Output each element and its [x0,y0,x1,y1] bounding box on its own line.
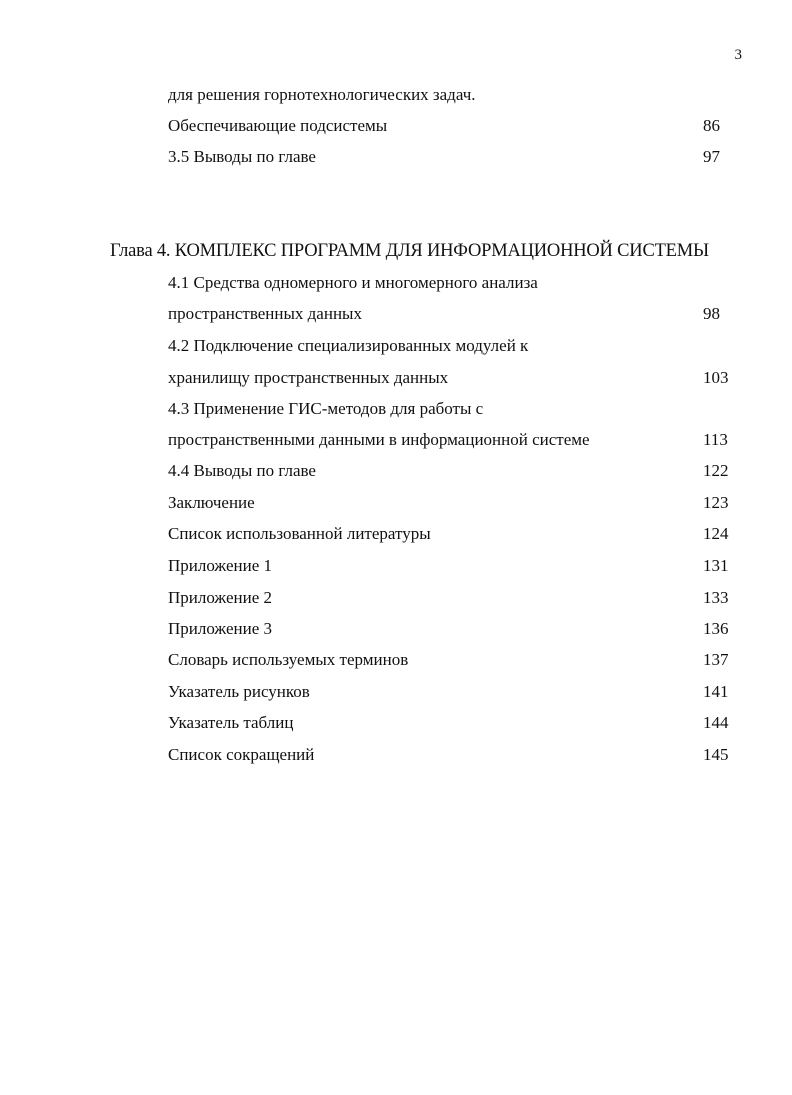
toc-entry-page: 141 [703,682,729,701]
chapter-title: Глава 4. КОМПЛЕКС ПРОГРАММ ДЛЯ ИНФОРМАЦИОННОЙ СИСТЕМЫ [110,241,709,261]
toc-entry-text: 4.3 Применение ГИС-методов для работы с [168,399,484,418]
toc-entry-page: 133 [703,588,729,607]
toc-entry-text: Приложение 1 [168,556,272,575]
toc-entry-text: Список сокращений [168,745,315,764]
toc-entry-text: 4.2 Подключение специализированных модулей к [168,336,529,355]
toc-entry-text: Приложение 3 [168,619,272,638]
toc-entry-text: пространственными данными в информационной системе [168,430,590,449]
toc-entry-text: 4.4 Выводы по главе [168,461,316,480]
toc-entry-page: 123 [703,493,729,512]
toc-entry-page: 122 [703,461,729,480]
toc-entry-text: для решения горнотехнологических задач. [168,85,476,104]
toc-entry-text: Словарь используемых терминов [168,650,409,669]
toc-entry-text: Указатель рисунков [168,682,310,701]
toc-entry-page: 144 [703,713,729,732]
toc-entry-page: 97 [703,147,720,166]
toc-entry-text: хранилищу пространственных данных [168,368,449,387]
toc-entry-page: 103 [703,368,729,387]
toc-entry-text: Приложение 2 [168,588,272,607]
toc-entry-text: 3.5 Выводы по главе [168,147,316,166]
toc-entry-text: Список использованной литературы [168,524,431,543]
toc-entry-text: Указатель таблиц [168,713,294,732]
toc-entry-page: 86 [703,116,720,135]
toc-entry-page: 124 [703,524,729,543]
toc-entry-text: Обеспечивающие подсистемы [168,116,388,135]
page-number: 3 [734,47,742,63]
toc-entry-page: 131 [703,556,729,575]
toc-entry-page: 113 [703,430,728,449]
toc-entry-page: 145 [703,745,729,764]
toc-entry-text: Заключение [168,493,255,512]
toc-entry-text: пространственных данных [168,304,362,323]
toc-entry-page: 136 [703,619,729,638]
toc-entry-text: 4.1 Средства одномерного и многомерного анализа [168,273,538,292]
toc-entry-page: 137 [703,650,729,669]
toc-entry-page: 98 [703,304,720,323]
